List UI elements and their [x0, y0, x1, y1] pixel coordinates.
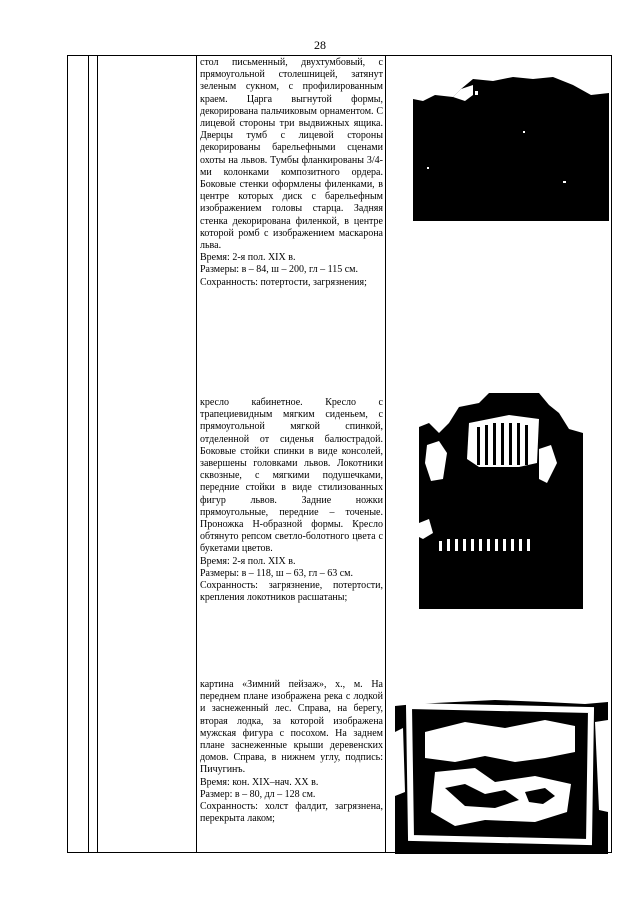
entry-time: Время: кон. XIX–нач. XX в.	[200, 776, 319, 788]
entry-condition: Сохранность: потертости, загрязнения;	[200, 276, 367, 288]
entry-description: кресло кабинетное. Кресло с трапециевидным мягким сиденьем, с прямоугольной мягкой спинкой, отделенной от сиденья балюстрадой. Боковые стойки спинки в виде консолей, завершены головками львов. Локотники сквозные, с мягкими подушечками, передние стойки в виде стилизованных фигур львов. Задние ножки прямоугольные, передние – точеные. Проножка Н-образной формы. Кресло обтянуто репсом светло-болотного цвета с букетами цветов.	[200, 397, 383, 555]
entry-condition: Сохранность: загрязнение, потертости, крепления локотников расшатаны;	[200, 580, 383, 604]
desk-photo	[413, 71, 609, 221]
catalog-table	[67, 55, 612, 853]
column-divider	[97, 56, 98, 852]
column-divider	[88, 56, 89, 852]
entry-condition: Сохранность: холст фалдит, загрязнена, перекрыта лаком;	[200, 801, 383, 825]
entry-size: Размер: в – 80, дл – 128 см.	[200, 788, 316, 800]
entry-painting	[197, 679, 385, 825]
entry-size: Размеры: в – 118, ш – 63, гл – 63 см.	[200, 567, 353, 579]
column-divider	[385, 56, 386, 852]
entry-description: стол письменный, двухтумбовый, с прямоугольной столешницей, затянут зеленым сукном, с профилированным краем. Царга выгнутой формы, декорирована пальчиковым орнаментом. С лицевой стороны три выдвижных ящика. Дверцы тумб с лицевой стороны декорированы барельефными сценами охоты на львов. Тумбы фланкированы 3/4-ми колонками композитного ордера. Боковые стенки оформлены филенками, в центре которых диск с барельефным изображением головы старца. Задняя стенка декорирована филенкой, в центре которой ромб с изображением маскарона льва.	[200, 57, 383, 252]
entry-size: Размеры: в – 84, ш – 200, гл – 115 см.	[200, 264, 358, 276]
entry-description: картина «Зимний пейзаж», х., м. На переднем плане изображена река с лодкой и заснеженный лес. Справа, на берегу, вторая лодка, за которой изображена мужская фигура с посохом. На заднем плане заснеженные крыши деревенских домов. Справа, в нижнем углу, подпись: Пичугинъ.	[200, 679, 383, 776]
entry-desk	[197, 57, 385, 289]
armchair-photo	[419, 393, 583, 609]
entry-armchair	[197, 397, 385, 604]
page-number: 28	[314, 38, 326, 52]
painting-photo	[395, 692, 608, 854]
entry-time: Время: 2-я пол. XIX в.	[200, 252, 296, 264]
entry-time: Время: 2-я пол. XIX в.	[200, 555, 296, 567]
